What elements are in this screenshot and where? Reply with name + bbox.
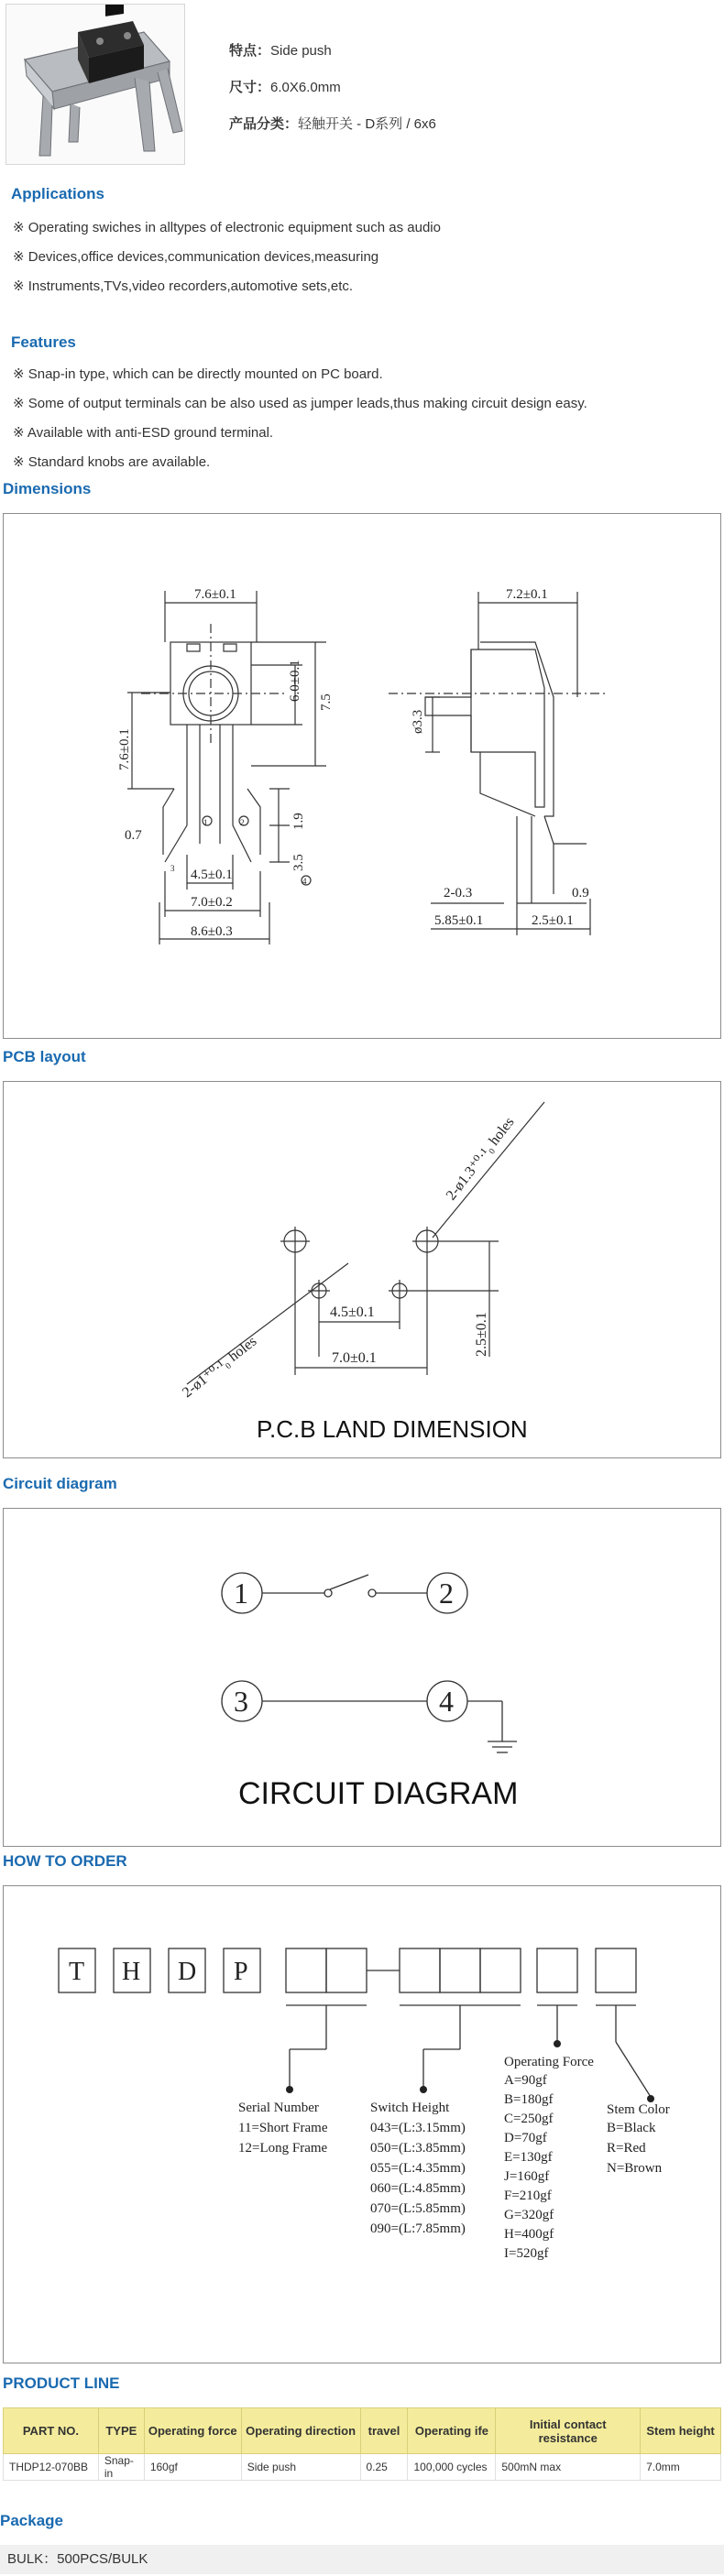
spec-key: 尺寸： [229,80,271,95]
dim-label: 2.5±0.1 [532,913,574,928]
table-cell: 160gf [144,2454,241,2481]
dim-label: 6.0±0.1 [288,660,302,702]
height-line: 070=(L:5.85mm) [370,2201,466,2216]
spec-list [229,38,436,148]
pcb-dim-25: 2.5±0.1 [474,1312,489,1357]
force-line: D=70gf [504,2131,547,2145]
color-line: B=Black [607,2121,656,2135]
dim-label: ø3.3 [411,709,425,734]
pin-number: 2 [240,818,245,827]
spec-feature [229,38,436,75]
force-title: Operating Force [504,2055,594,2069]
pin-number: 1 [203,818,208,827]
table-header: Initial contact resistance [496,2408,641,2454]
table-cell: Side push [241,2454,360,2481]
product-line-table [3,2407,721,2481]
dim-label: 3.5 [291,854,306,871]
list-item: ※ Some of output terminals can be also used as jumper leads,thus making circuit design easy. [13,396,587,411]
circuit-caption: CIRCUIT DIAGRAM [238,1776,519,1811]
force-line: G=320gf [504,2208,554,2222]
dim-label: 5.85±0.1 [434,913,484,928]
table-header: travel [360,2408,408,2454]
pcb-hole-label-bottom: 2-ø1⁺⁰·¹₀ holes [179,1333,260,1402]
list-item: ※ Instruments,TVs,video recorders,automotive sets,etc. [13,278,354,294]
applications-list [0,213,441,301]
color-title: Stem Color [607,2102,670,2117]
table-header: Stem height [641,2408,721,2454]
pcb-title: PCB layout [3,1048,86,1065]
code-letter: T [69,1958,85,1986]
serial-line: 12=Long Frame [238,2141,328,2156]
pcb-dim-70: 7.0±0.1 [332,1350,377,1366]
pcb-diagram [4,1082,720,1457]
table-cell: 100,000 cycles [408,2454,496,2481]
table-header: Operating force [144,2408,241,2454]
dimensions-diagram [4,514,720,1038]
code-letter: P [234,1958,248,1986]
force-line: H=400gf [504,2227,554,2242]
dimensions-title: Dimensions [3,480,92,497]
product-summary [0,0,724,174]
product-line-table-wrap [3,2407,721,2481]
height-line: 090=(L:7.85mm) [370,2221,466,2236]
dim-label: 1.9 [291,813,306,830]
pin-number: 4 [302,877,307,886]
list-item: ※ Operating swiches in alltypes of electronic equipment such as audio [13,220,441,235]
table-row [4,2454,721,2481]
spec-value: Side push [270,43,332,59]
features-list [0,360,587,477]
table-header: Operating direction [241,2408,360,2454]
spec-size [229,75,436,112]
height-line: 050=(L:3.85mm) [370,2141,466,2156]
spec-value: 6.0X6.0mm [270,80,341,95]
spec-value[interactable]: 轻触开关 - D系列 / 6x6 [298,116,436,132]
table-cell: Snap-in [98,2454,144,2481]
height-line: 055=(L:4.35mm) [370,2161,466,2176]
features-section [11,333,76,352]
code-letter: H [122,1958,141,1986]
dim-label: 0.9 [572,886,589,901]
force-line: B=180gf [504,2092,554,2107]
spec-category [229,112,436,148]
table-cell: 500mN max [496,2454,641,2481]
force-line: E=130gf [504,2150,553,2165]
pcb-caption: P.C.B LAND DIMENSION [257,1415,528,1443]
list-item: ※ Available with anti-ESD ground terminal. [13,425,274,441]
table-header: PART NO. [4,2408,99,2454]
serial-title: Serial Number [238,2101,319,2115]
table-cell: 7.0mm [641,2454,721,2481]
pcb-hole-label-top: 2-ø1.3⁺⁰·¹₀ holes [443,1114,518,1204]
tact-switch-illustration [6,5,186,166]
table-header-row [4,2408,721,2454]
pcb-dim-45: 4.5±0.1 [330,1304,375,1320]
dim-label: 4.5±0.1 [191,868,233,882]
force-line: F=210gf [504,2189,552,2203]
height-line: 043=(L:3.15mm) [370,2121,466,2135]
list-item: ※ Devices,office devices,communication devices,measuring [13,249,379,265]
force-line: J=160gf [504,2169,550,2184]
pin-number: 3 [170,864,175,873]
pin-2: 2 [439,1577,454,1610]
features-title: Features [11,333,76,351]
spec-key: 产品分类： [229,116,299,132]
order-title: HOW TO ORDER [3,1852,127,1870]
pin-4: 4 [439,1685,454,1718]
product-line-title: PRODUCT LINE [3,2374,120,2392]
table-cell: THDP12-070BB [4,2454,99,2481]
table-cell: 0.25 [360,2454,408,2481]
applications-section [11,185,104,203]
pin-3: 3 [234,1685,248,1718]
circuit-drawing[interactable] [3,1508,721,1847]
order-code-diagram[interactable] [3,1885,721,2363]
dim-label: 0.7 [125,828,142,843]
dim-label: 7.5 [319,693,334,711]
force-line: C=250gf [504,2112,554,2126]
list-item: ※ Standard knobs are available. [13,454,211,470]
circuit-diagram [4,1509,720,1846]
table-header: TYPE [98,2408,144,2454]
height-line: 060=(L:4.85mm) [370,2181,466,2196]
pcb-drawing[interactable] [3,1081,721,1458]
list-item: ※ Snap-in type, which can be directly mounted on PC board. [13,366,383,382]
package-info: BULK：500PCS/BULK [0,2545,724,2574]
package-title: Package [0,2512,63,2529]
code-letter: D [178,1958,197,1986]
serial-line: 11=Short Frame [238,2121,328,2135]
force-line: A=90gf [504,2073,547,2088]
color-line: N=Brown [607,2161,663,2176]
dim-label: 7.0±0.2 [191,895,233,910]
color-line: R=Red [607,2141,646,2156]
dim-label: 7.6±0.1 [117,728,132,770]
dim-label: 2-0.3 [444,886,473,901]
height-title: Switch Height [370,2101,450,2115]
pin-1: 1 [234,1577,248,1610]
dim-label: 8.6±0.3 [191,924,233,939]
dim-label: 7.2±0.1 [506,587,548,602]
product-image[interactable] [5,4,185,165]
dimensions-drawing[interactable] [3,513,721,1039]
order-diagram [4,1886,720,2363]
dim-label: 7.6±0.1 [194,587,236,602]
circuit-title: Circuit diagram [3,1475,117,1492]
table-header: Operating ife [408,2408,496,2454]
applications-title: Applications [11,185,105,202]
force-line: I=520gf [504,2246,549,2261]
spec-key: 特点： [229,43,271,59]
